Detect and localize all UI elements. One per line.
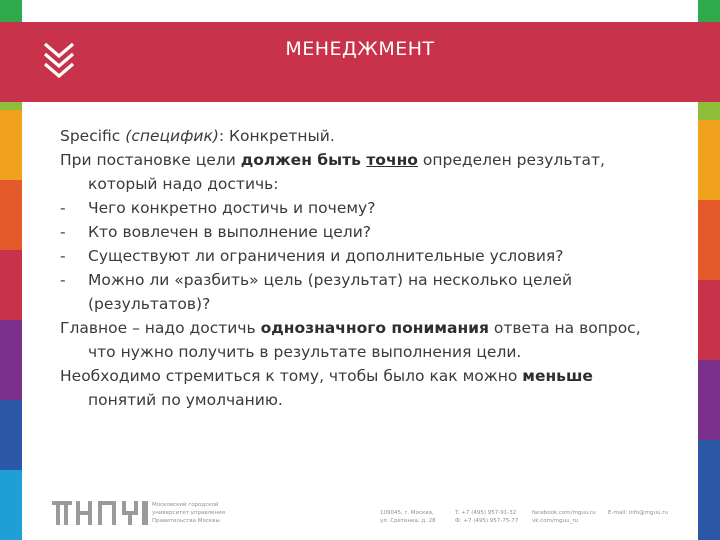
list-item-text: Можно ли «разбить» цель (результат) на несколько целей — [88, 271, 573, 289]
list-dash: - — [60, 247, 66, 265]
footer-line: ул. Сретенка, д. 28 — [380, 518, 436, 524]
title-bar — [0, 22, 720, 102]
list-item — [60, 268, 680, 292]
list-item-text: Существуют ли ограничения и дополнительные условия? — [88, 247, 564, 265]
footer-phones — [455, 509, 518, 525]
list-item-text: Кто вовлечен в выполнение цели? — [88, 223, 371, 241]
result-paragraph — [60, 148, 680, 172]
list-item-text: Чего конкретно достичь и почему? — [88, 199, 376, 217]
specific-pronunciation: (специфик) — [125, 127, 219, 145]
footer-line[interactable]: facebook.com/mguu.ru — [532, 510, 596, 516]
footer-line: Правительства Москвы — [152, 518, 220, 524]
university-name — [152, 501, 225, 525]
specific-line — [60, 124, 680, 148]
footer — [52, 497, 692, 529]
defaults-paragraph-cont: понятий по умолчанию. — [88, 391, 283, 409]
list-item-cont: (результатов)? — [88, 295, 211, 313]
footer-address — [380, 509, 436, 525]
footer-line: Ф: +7 (495) 957-75-77 — [455, 518, 519, 524]
text-span: Необходимо стремиться к тому, чтобы было как можно — [60, 367, 523, 385]
slide-body — [60, 124, 680, 412]
footer-email — [608, 509, 668, 517]
list-dash: - — [60, 199, 66, 217]
specific-meaning: : Конкретный. — [218, 127, 335, 145]
footer-social — [532, 509, 596, 525]
text-span: ответа на вопрос, — [488, 319, 641, 337]
specific-term: Specific — [60, 127, 126, 145]
text-span: При постановке цели — [60, 151, 241, 169]
footer-line[interactable]: vk.com/mguu_ru — [532, 518, 579, 524]
underlined-span: точно — [366, 151, 418, 169]
list-item — [60, 244, 680, 268]
main-paragraph-cont: что нужно получить в результате выполнения цели. — [88, 343, 522, 361]
text-span: Главное – надо достичь — [60, 319, 261, 337]
footer-line: 109045, г. Москва, — [380, 510, 434, 516]
list-dash: - — [60, 271, 66, 289]
text-span: определен результат, — [417, 151, 605, 169]
footer-line: Московский городской — [152, 502, 219, 508]
bold-span: меньше — [522, 367, 593, 385]
university-logo — [52, 501, 148, 525]
defaults-paragraph — [60, 364, 680, 388]
footer-line: университет управления — [152, 510, 226, 516]
main-paragraph — [60, 316, 680, 340]
page-title: МЕНЕДЖМЕНТ — [285, 38, 435, 60]
list-dash: - — [60, 223, 66, 241]
result-paragraph-cont: который надо достичь: — [88, 175, 279, 193]
list-item — [60, 220, 680, 244]
list-item — [60, 196, 680, 220]
bold-span: должен быть — [240, 151, 367, 169]
footer-line[interactable]: E-mail: info@mguu.ru — [608, 510, 668, 516]
bold-span: однозначного понимания — [260, 319, 489, 337]
footer-line: T: +7 (495) 957-91-32 — [455, 510, 517, 516]
